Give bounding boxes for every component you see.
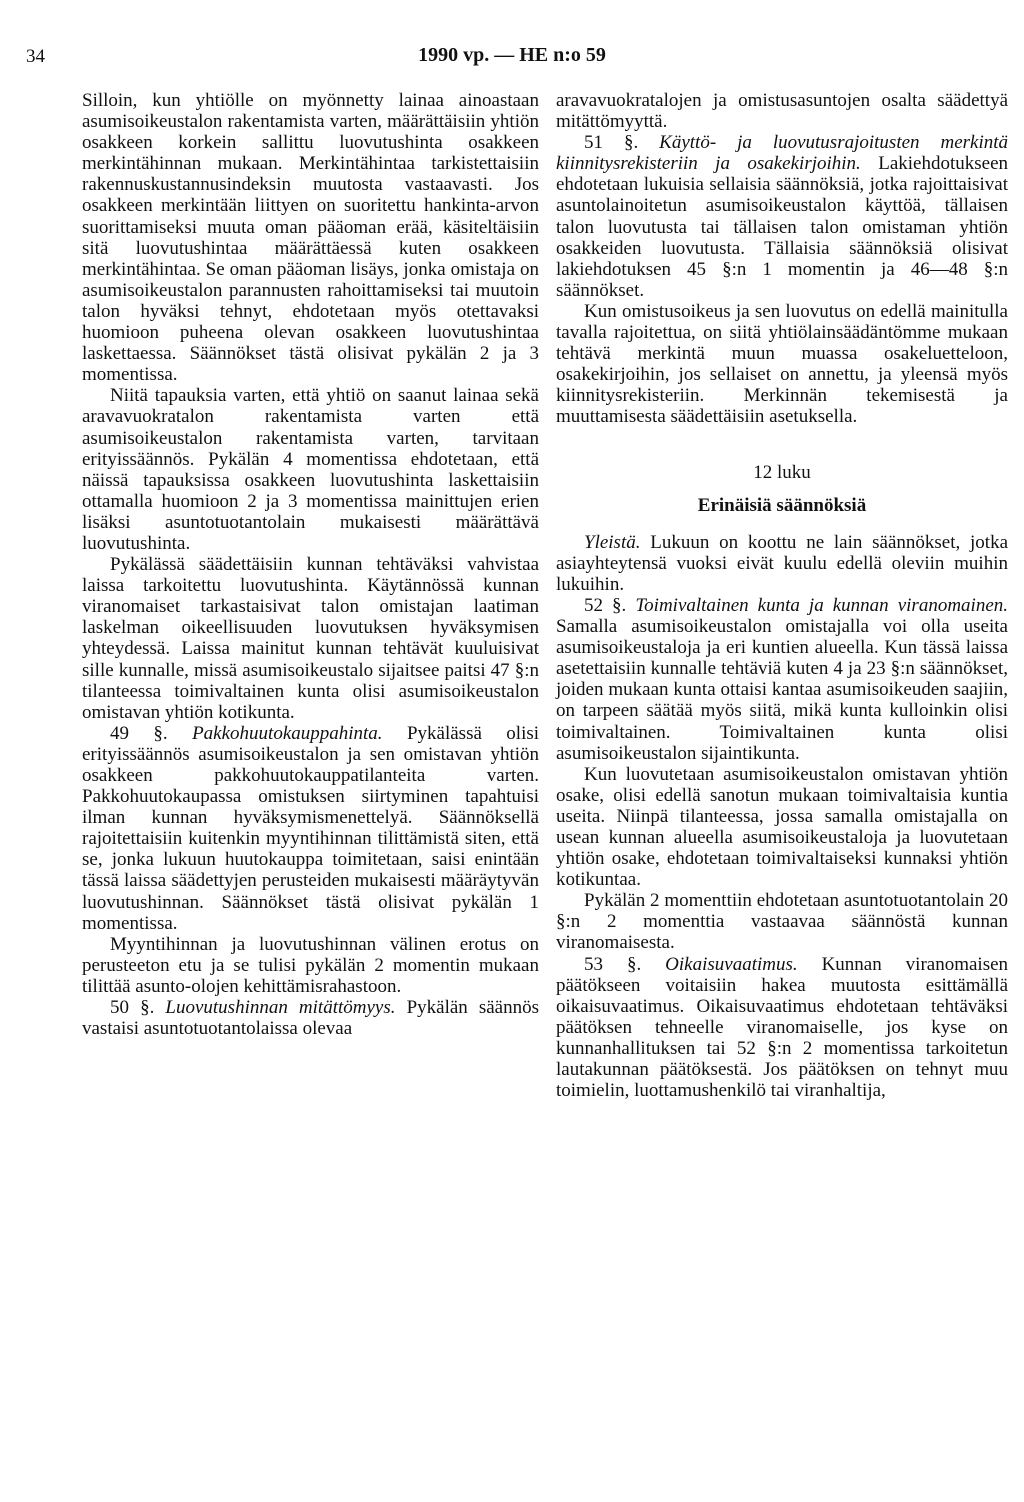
section-number: 51 §. [584, 132, 639, 154]
right-column [556, 90, 1008, 1101]
section-title: Pakkohuutokauppahinta. [192, 722, 383, 744]
paragraph: Pykälässä säädettäisiin kunnan tehtäväksi vahvistaa laissa tarkoitettu luovutushinta. Käytännössä kunnan viranomaiset tarkastaisivat talon omistajan laatiman laskelman oikeellisuuden luovutuksen hyväksymisen yhteydessä. Laissa mainitut kunnan tehtävät kuuluisivat sille kunnalle, missä asumisoikeustalo sijaitsee paitsi 47 §:n tilanteessa toimivaltainen kunta olisi asumisoikeustalon omistavan yhtiön kotikunta. [82, 554, 539, 723]
section-number: 52 §. [584, 594, 627, 616]
section-51 [556, 132, 1008, 301]
section-50 [82, 997, 539, 1039]
left-column [82, 90, 539, 1039]
section-title: Oikaisuvaatimus. [665, 953, 798, 975]
paragraph: Niitä tapauksia varten, että yhtiö on saanut lainaa sekä aravavuokratalon rakentamista varten että asumisoikeustalon rakentamista varten, tarvitaan erityissäännös. Pykälän 4 momentissa ehdotetaan, että näissä tapauksissa osakkeen luovutushinta laskettaisiin ottamalla huomioon 2 ja 3 momentissa mainittujen erien lisäksi asuntotuotantolain mukaisesti määrättävä luovutushinta. [82, 385, 539, 554]
section-52 [556, 595, 1008, 764]
section-text: Pykälässä olisi erityissäännös asumisoikeustalon ja sen omistavan yhtiön osakkeen pakkohuutokauppatilanteita varten. Pakkohuutokaupassa omistuksen siirtyminen tapahtuisi ilman kunnan hyväksymismenettelyä. Säännöksellä rajoitettaisiin kuitenkin myyntihinnan tilittämistä siten, että se, jonka lukuun huutokauppa toimitetaan, saisi enintään tässä laissa säädettyjen perusteiden mukaisesti määräytyvän luovutushinnan. Säännökset tästä olisivat pykälän 1 momentissa. [82, 722, 540, 934]
section-title: Käyttö- ja luovutusrajoitusten merkintä kiinnitysrekisteriin ja osakekirjoihin. [556, 132, 1009, 175]
section-title: Luovutushinnan mitättömyys. [165, 997, 396, 1019]
section-text: Pykälän säännös vastaisi asuntotuotantolaissa olevaa [82, 997, 540, 1040]
paragraph: Kun luovutetaan asumisoikeustalon omistavan yhtiön osake, olisi edellä sanotun mukaan toimivaltaisia kuntia useita. Niinpä tilanteessa, jossa samalla omistajalla on usean kunnan alueella asumisoikeustaloja ja luovutetaan yhtiön osake, ehdotetaan toimivaltaiseksi kunnaksi yhtiön kotikuntaa. [556, 763, 1008, 891]
section-text: Kunnan viranomaisen päätökseen voitaisiin hakea muutosta esittämällä oikaisuvaatimus. Oikaisuvaatimus ehdotetaan tehtäväksi päätöksen tehneelle viranomaiselle, jos kyse on kunnanhallituksen tai 52 §:n 2 momentissa tarkoitetun lautakunnan päätöksestä. Jos päätöksen on tehnyt muu toimielin, luottamushenkilö tai viranhaltija, [556, 953, 1009, 1102]
running-head: 1990 vp. — HE n:o 59 [418, 44, 606, 66]
paragraph: Kun omistusoikeus ja sen luovutus on edellä mainitulla tavalla rajoitettua, on siitä yhtiölainsäädäntömme mukaan tehtävä merkintä muun muassa osakeluetteloon, osakekirjoihin, jos sellaiset on annettu, ja yleensä myös kiinnitysrekisteriin. Merkinnän tekemisestä ja muuttamisesta säädettäisiin asetuksella. [556, 300, 1008, 428]
section-text: Lukuun on koottu ne lain säännökset, jotka asiayhteytensä vuoksi eivät kuulu edellä oleviin muihin lukuihin. [556, 531, 1008, 595]
paragraph: Silloin, kun yhtiölle on myönnetty lainaa ainoastaan asumisoikeustalon rakentamista varten, määrättäisiin yhtiön osakkeen korkein sallittu luovutushinta osakkeen merkintähinnan mukaan. Merkintähintaa tarkistettaisiin rakennuskustannusindeksin muutosta vastaavasti. Jos osakkeen merkintään liittyen on suoritettu hankinta-arvon suorittamiseksi muuta oman pääoman erää, käsiteltäisiin sitä luovutushintaa määrättäessä kuten osakkeen merkintähintaa. Se oman pääoman lisäys, jonka omistaja on asumisoikeustalon parannusten rahoittamiseksi tai muutoin talon hyväksi tehnyt, ehdotetaan myös otettavaksi huomioon puheena olevan osakkeen luovutushintaa laskettaessa. Säännökset tästä olisivat pykälän 2 ja 3 momentissa. [82, 90, 539, 386]
section-title: Yleistä. [584, 531, 641, 553]
section-number: 49 §. [110, 722, 168, 744]
section-number: 53 §. [584, 953, 642, 975]
section-number: 50 §. [110, 997, 155, 1019]
section-49 [82, 723, 539, 934]
section-53 [556, 954, 1008, 1102]
chapter-number: 12 luku [753, 461, 811, 483]
page-number: 34 [26, 46, 45, 67]
chapter-title: Erinäisiä säännöksiä [697, 494, 867, 516]
paragraph: aravavuokratalojen ja omistusasuntojen osalta säädettyä mitättömyyttä. [556, 90, 1008, 133]
section-text: Lakiehdotukseen ehdotetaan lukuisia sellaisia säännöksiä, jotka rajoittaisivat asuntolainoitetun asumisoikeustalon käyttöä, tällaisen talon luovutusta tai tällaisen talon omistaman yhtiön osakkeiden luovutusta. Tällaisia säännöksiä olisivat lakiehdotuksen 45 §:n 1 momentin ja 46—48 §:n säännökset. [556, 153, 1009, 301]
section-text: Samalla asumisoikeustalon omistajalla voi olla useita asumisoikeustaloja ja eri kuntien alueella. Kun tässä laissa asetettaisiin kunnalle tehtäviä kuten 4 ja 23 §:n säännökset, joiden mukaan kunta ottaisi kantaa asumisoikeuden saajiin, on tarpeen säätää myös siitä, mikä kunta kulloinkin olisi toimivaltainen. Toimivaltainen kunta olisi asumisoikeustalon sijaintikunta. [556, 616, 1008, 764]
general-paragraph [556, 532, 1008, 595]
paragraph: Pykälän 2 momenttiin ehdotetaan asuntotuotantolain 20 §:n 2 momenttia vastaavaa säännöstä kunnan viranomaisesta. [556, 890, 1008, 954]
section-title: Toimivaltainen kunta ja kunnan viranomainen. [635, 594, 1009, 616]
paragraph: Myyntihinnan ja luovutushinnan välinen erotus on perusteeton etu ja se tulisi pykälän 2 momentin mukaan tilittää asunto-olojen kehittämisrahastoon. [82, 933, 539, 997]
